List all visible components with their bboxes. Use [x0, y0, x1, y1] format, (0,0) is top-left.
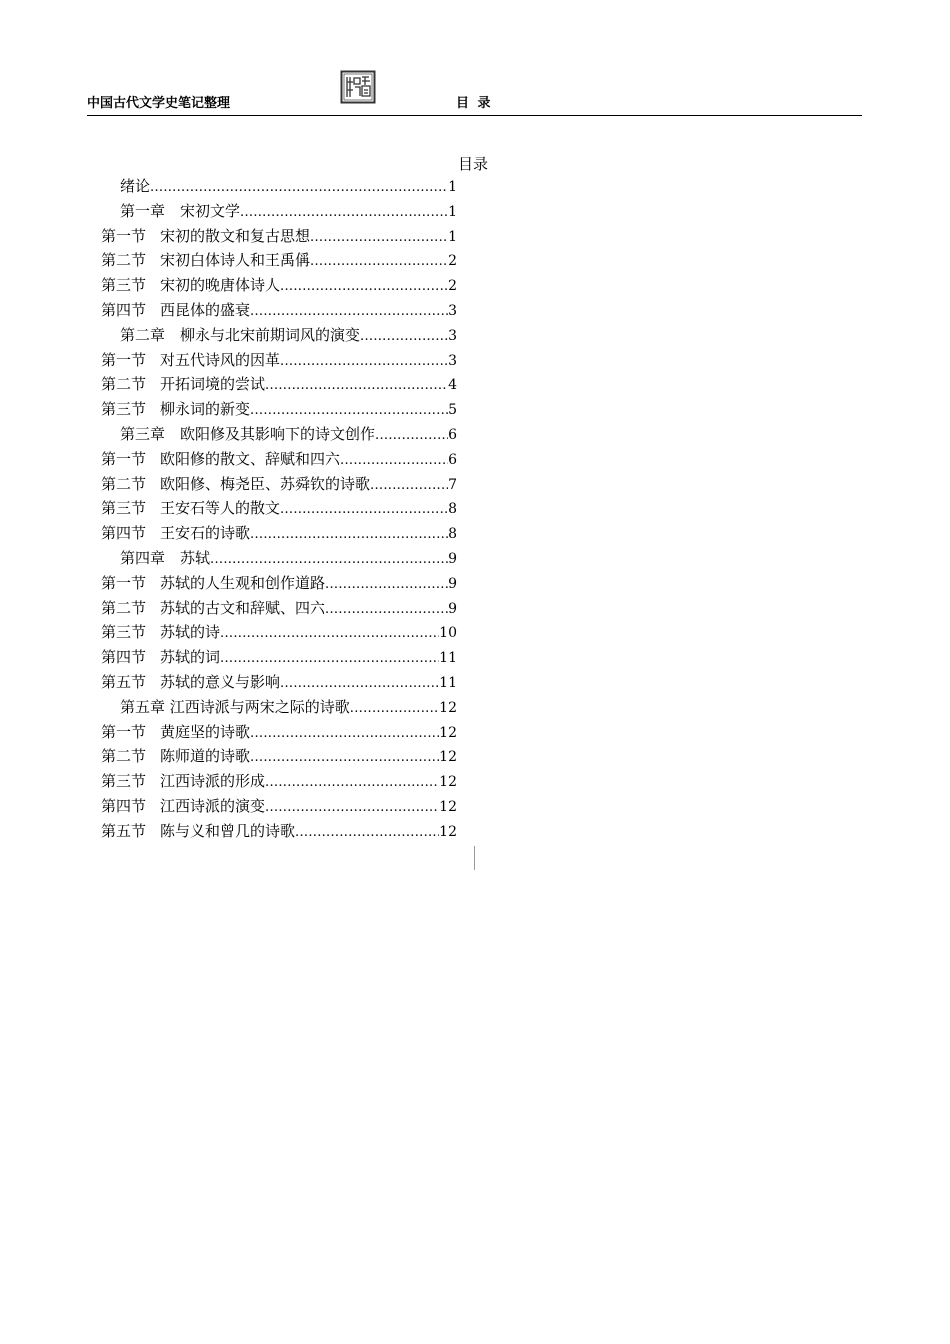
toc-entry-text: 苏轼的意义与影响 — [160, 672, 281, 691]
toc-entry-label — [101, 596, 325, 621]
toc-entry-text: 对五代诗风的因革 — [160, 350, 281, 369]
toc-entry-label — [101, 298, 250, 323]
toc-entry-label — [120, 546, 210, 571]
header-document-title: 中国古代文学史笔记整理 — [87, 96, 231, 111]
toc-page-number: 1 — [448, 179, 457, 195]
toc-section-number: 第四节 — [101, 796, 147, 815]
toc-page-number: 2 — [448, 278, 457, 295]
toc-page-number: 12 — [439, 699, 457, 716]
toc-section-entry[interactable] — [101, 248, 457, 273]
toc-page-number: 5 — [448, 402, 457, 419]
toc-leader-dots — [325, 573, 448, 598]
toc-page-number: 9 — [448, 575, 457, 592]
toc-section-number: 第二节 — [101, 375, 147, 394]
toc-chapter-entry[interactable] — [101, 174, 457, 199]
toc-section-number: 第一节 — [101, 573, 147, 592]
toc-chapter-entry[interactable] — [101, 199, 457, 224]
toc-page-number: 6 — [448, 426, 457, 443]
toc-page-number: 2 — [448, 253, 457, 270]
toc-entry-label — [101, 472, 370, 497]
toc-entry-label — [101, 744, 250, 769]
toc-section-entry[interactable] — [101, 298, 457, 323]
toc-chapter-entry[interactable] — [101, 323, 457, 348]
page-header — [87, 68, 862, 116]
toc-leader-dots — [350, 697, 439, 722]
toc-page-number: 10 — [439, 625, 457, 642]
toc-page-number: 3 — [448, 352, 457, 369]
toc-leader-dots — [280, 498, 448, 523]
toc-page-number: 11 — [439, 674, 457, 691]
toc-entry-text: 开拓词境的尝试 — [160, 375, 266, 394]
toc-entry-text: 王安石等人的散文 — [160, 499, 281, 518]
toc-section-number: 第三节 — [101, 276, 147, 295]
toc-entry-label — [120, 199, 240, 224]
toc-entry-label — [101, 720, 250, 745]
toc-chapter-entry[interactable] — [101, 422, 457, 447]
toc-entry-label — [120, 422, 375, 447]
toc-entry-text: 欧阳修的散文、辞赋和四六 — [160, 449, 341, 468]
toc-section-number: 第四节 — [101, 524, 147, 543]
toc-entry-label — [120, 174, 150, 199]
toc-leader-dots — [250, 399, 448, 424]
toc-page-number: 9 — [448, 550, 457, 567]
toc-section-number: 第五节 — [101, 821, 147, 840]
toc-page-number: 4 — [448, 377, 457, 394]
toc-leader-dots — [280, 672, 439, 697]
toc-page-number: 6 — [448, 451, 457, 468]
toc-section-entry[interactable] — [101, 472, 457, 497]
toc-section-number: 第三节 — [101, 623, 147, 642]
toc-entry-text: 第一章 宋初文学 — [120, 201, 241, 220]
toc-leader-dots — [325, 598, 448, 623]
toc-entry-label — [101, 571, 325, 596]
toc-leader-dots — [310, 250, 448, 275]
toc-leader-dots — [240, 201, 448, 226]
table-of-contents — [101, 174, 457, 844]
toc-leader-dots — [295, 821, 439, 846]
toc-entry-label — [101, 496, 280, 521]
toc-entry-label — [120, 695, 350, 720]
toc-entry-label — [101, 447, 340, 472]
toc-section-number: 第一节 — [101, 350, 147, 369]
toc-page-number: 7 — [448, 476, 457, 493]
toc-entry-label — [101, 372, 265, 397]
toc-entry-text: 宋初的散文和复古思想 — [160, 226, 311, 245]
toc-entry-text: 苏轼的词 — [160, 648, 221, 667]
toc-leader-dots — [340, 449, 448, 474]
toc-entry-label — [101, 819, 295, 844]
toc-page-number: 3 — [448, 327, 457, 344]
toc-section-entry[interactable] — [101, 397, 457, 422]
toc-section-entry[interactable] — [101, 447, 457, 472]
toc-title: 目录 — [458, 155, 489, 173]
toc-entry-text: 江西诗派的形成 — [160, 772, 266, 791]
toc-section-number: 第二节 — [101, 251, 147, 270]
toc-section-entry[interactable] — [101, 273, 457, 298]
toc-entry-label — [120, 323, 360, 348]
toc-section-entry[interactable] — [101, 521, 457, 546]
toc-leader-dots — [265, 374, 448, 399]
toc-section-entry[interactable] — [101, 794, 457, 819]
toc-entry-text: 苏轼的人生观和创作道路 — [160, 573, 326, 592]
toc-leader-dots — [370, 474, 448, 499]
toc-chapter-entry[interactable] — [101, 695, 457, 720]
toc-entry-label — [101, 794, 265, 819]
toc-entry-text: 绪论 — [120, 177, 151, 195]
toc-page-number: 11 — [439, 650, 457, 667]
toc-section-number: 第一节 — [101, 226, 147, 245]
toc-leader-dots — [360, 325, 448, 350]
toc-leader-dots — [250, 746, 439, 771]
toc-section-entry[interactable] — [101, 744, 457, 769]
toc-entry-text: 第四章 苏轼 — [120, 548, 211, 567]
toc-section-number: 第四节 — [101, 648, 147, 667]
toc-entry-text: 黄庭坚的诗歌 — [160, 722, 251, 741]
toc-entry-text: 宋初白体诗人和王禹偁 — [160, 251, 311, 270]
toc-entry-text: 王安石的诗歌 — [160, 524, 251, 543]
toc-entry-text: 苏轼的古文和辞赋、四六 — [160, 598, 326, 617]
toc-entry-text: 第五章 江西诗派与两宋之际的诗歌 — [120, 697, 350, 716]
toc-entry-text: 第三章 欧阳修及其影响下的诗文创作 — [120, 424, 376, 443]
toc-section-number: 第五节 — [101, 672, 147, 691]
toc-leader-dots — [250, 300, 448, 325]
toc-section-number: 第三节 — [101, 772, 147, 791]
toc-section-number: 第三节 — [101, 400, 147, 419]
toc-section-entry[interactable] — [101, 620, 457, 645]
toc-entry-text: 柳永词的新变 — [160, 400, 251, 419]
toc-page-number: 12 — [439, 774, 457, 791]
toc-entry-label — [101, 769, 265, 794]
toc-section-number: 第四节 — [101, 300, 147, 319]
toc-entry-text: 西昆体的盛衰 — [160, 300, 251, 319]
text-cursor — [474, 846, 475, 870]
toc-leader-dots — [220, 647, 439, 672]
toc-entry-text: 第二章 柳永与北宋前期词风的演变 — [120, 325, 361, 344]
toc-entry-label — [101, 348, 280, 373]
toc-chapter-entry[interactable] — [101, 546, 457, 571]
toc-section-entry[interactable] — [101, 670, 457, 695]
toc-leader-dots — [210, 548, 448, 573]
toc-entry-text: 陈与义和曾几的诗歌 — [160, 821, 296, 840]
toc-entry-text: 欧阳修、梅尧臣、苏舜钦的诗歌 — [160, 474, 371, 493]
toc-page-number: 8 — [448, 501, 457, 518]
seal-stamp-icon — [340, 70, 376, 104]
toc-page-number: 12 — [439, 749, 457, 766]
toc-section-entry[interactable] — [101, 348, 457, 373]
toc-page-number: 1 — [448, 228, 457, 245]
toc-entry-label — [101, 670, 280, 695]
toc-page-number: 9 — [448, 600, 457, 617]
toc-entry-label — [101, 273, 280, 298]
toc-section-entry[interactable] — [101, 769, 457, 794]
toc-section-entry[interactable] — [101, 645, 457, 670]
toc-section-number: 第二节 — [101, 747, 147, 766]
toc-page-number: 3 — [448, 302, 457, 319]
toc-section-entry[interactable] — [101, 596, 457, 621]
toc-section-number: 第一节 — [101, 449, 147, 468]
toc-leader-dots — [375, 424, 448, 449]
toc-section-number: 第二节 — [101, 598, 147, 617]
toc-section-entry[interactable] — [101, 372, 457, 397]
toc-leader-dots — [250, 523, 448, 548]
toc-entry-text: 江西诗派的演变 — [160, 796, 266, 815]
toc-entry-label — [101, 620, 220, 645]
toc-entry-label — [101, 248, 310, 273]
toc-entry-text: 苏轼的诗 — [160, 623, 221, 642]
toc-section-number: 第一节 — [101, 722, 147, 741]
toc-page-number: 12 — [439, 724, 457, 741]
toc-entry-text: 宋初的晚唐体诗人 — [160, 276, 281, 295]
header-section-title: 目 录 — [456, 96, 493, 111]
toc-entry-label — [101, 645, 220, 670]
toc-leader-dots — [280, 275, 448, 300]
toc-section-entry[interactable] — [101, 720, 457, 745]
toc-section-entry[interactable] — [101, 224, 457, 249]
toc-entry-text: 陈师道的诗歌 — [160, 747, 251, 766]
toc-section-entry[interactable] — [101, 496, 457, 521]
toc-leader-dots — [310, 226, 448, 251]
toc-page-number: 1 — [448, 203, 457, 220]
toc-section-number: 第二节 — [101, 474, 147, 493]
toc-page-number: 12 — [439, 798, 457, 815]
toc-entry-label — [101, 397, 250, 422]
toc-page-number: 12 — [439, 823, 457, 840]
toc-section-entry[interactable] — [101, 571, 457, 596]
toc-leader-dots — [265, 796, 439, 821]
toc-entry-label — [101, 224, 310, 249]
toc-section-number: 第三节 — [101, 499, 147, 518]
toc-leader-dots — [280, 350, 448, 375]
toc-leader-dots — [250, 722, 439, 747]
toc-section-entry[interactable] — [101, 819, 457, 844]
toc-leader-dots — [265, 771, 439, 796]
toc-leader-dots — [220, 622, 439, 647]
toc-page-number: 8 — [448, 526, 457, 543]
toc-leader-dots — [150, 176, 448, 201]
toc-entry-label — [101, 521, 250, 546]
